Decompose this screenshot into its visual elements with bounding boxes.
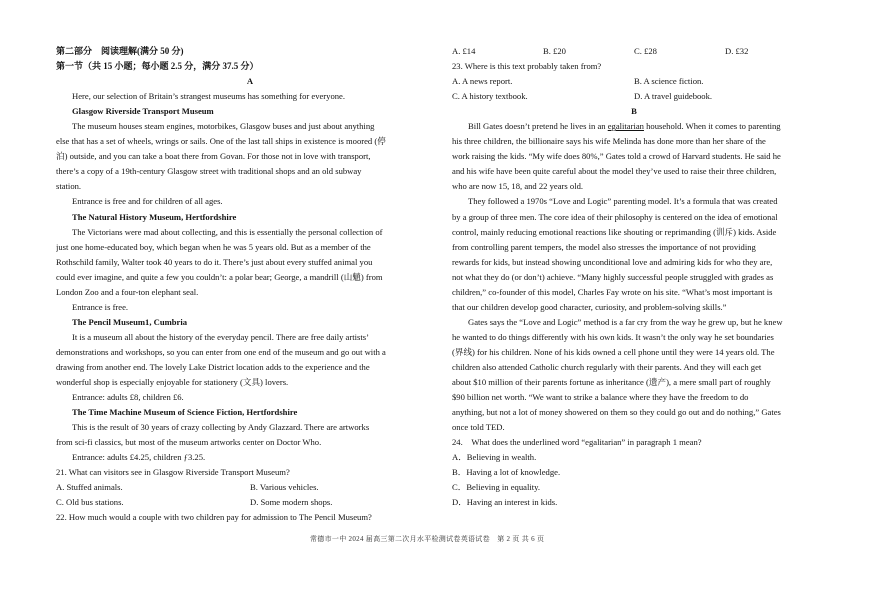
question-23: 23. Where is this text probably taken from? (452, 61, 602, 72)
part-title: 第二部分 阅读理解(满分 50 分) (56, 46, 184, 56)
q24-option-b: B．Having a lot of knowledge. (452, 467, 561, 478)
paragraph-line: could ever imagine, and quite a few you couldn’t: a polar bear; George, a mandrill (山魈) from (56, 271, 383, 282)
paragraph-line: Gates says the “Love and Logic” method is a far cry from the way he grew up, but he knew (468, 316, 783, 327)
question-21: 21. What can visitors see in Glasgow Riverside Transport Museum? (56, 467, 290, 478)
paragraph-line: from sci-fi classics, but most of the museum artworks center on Doctor Who. (56, 437, 322, 448)
paragraph-line: 泊) outside, and you can take a boat there from Govan. For those not in love with transport, (56, 151, 371, 162)
glasgow-heading: Glasgow Riverside Transport Museum (72, 106, 214, 117)
paragraph-line: It is a museum all about the history of the everyday pencil. There are free daily artists’ (72, 331, 369, 342)
paragraph-line: station. (56, 181, 82, 192)
question-23-options-row (452, 74, 816, 89)
time-machine-heading: The Time Machine Museum of Science Fiction, Hertfordshire (72, 407, 298, 418)
paragraph-line: anything, but not a lot of money showered on them so they could go out and do nothing,” Gates (452, 407, 781, 418)
paragraph-line: drawing from another end. The lovely Lake District location adds to the experience and the (56, 361, 370, 372)
paragraph-line: from controlling parent tempers, the model also stresses the importance of not providing (452, 241, 756, 252)
question-22: 22. How much would a couple with two children pay for admission to The Pencil Museum? (56, 512, 372, 523)
paragraph-line: The Victorians were mad about collecting, and this is essentially the personal collection of (72, 226, 383, 237)
paragraph-line: there’s a copy of a 19th-century Glasgow street with traditional shops and an old subway (56, 166, 362, 177)
paragraph-line: that our children develop good character, curiosity, and problem-solving skills.” (452, 301, 727, 312)
q22-option-c: C. £28 (634, 46, 657, 56)
q21-option-d: D. Some modern shops. (250, 497, 333, 508)
paragraph-line: work raising the kids. “My wife does 80%,” Gates told a crowd of Harvard students. He said he (452, 151, 781, 162)
natural-history-entrance: Entrance is free. (72, 301, 129, 312)
question-22-options-row (452, 44, 816, 59)
page-footer: 常德市一中 2024 届高三第二次月水平检测试卷英语试卷 第 2 页 共 6 页 (310, 535, 545, 543)
q23-option-d: D. A travel guidebook. (634, 91, 713, 102)
paragraph-line: not what they do (or don’t) achieve. “Many highly successful people struggled with grades as (452, 271, 774, 282)
q21-option-c: C. Old bus stations. (56, 497, 124, 508)
paragraph-line: This is the result of 30 years of crazy collecting by Andy Glazzard. There are artworks (72, 422, 370, 433)
paragraph-line: London Zoo and a four-ton elephant seal. (56, 286, 199, 297)
q23-option-c: C. A history textbook. (452, 91, 528, 102)
paragraph-line: They followed a 1970s “Love and Logic” parenting model. It’s a formula that was created (468, 196, 778, 207)
paragraph-line: The museum houses steam engines, motorbikes, Glasgow buses and just about anything (72, 121, 375, 132)
paragraph-line: children also attended Catholic church regularly with their parents. And they will each get (452, 361, 762, 372)
q24-option-d: D．Having an interest in kids. (452, 497, 558, 508)
paragraph-line: demonstrations and workshops, so you can enter from one end of the museum and go out with a (56, 346, 386, 357)
pencil-entrance: Entrance: adults £8, children £6. (72, 392, 184, 403)
q22-option-a: A. £14 (452, 46, 476, 56)
paragraph-line (452, 119, 816, 134)
paragraph-line: else that has a set of wheels, wrings or sails. One of the last tall ships in existence is moored (停 (56, 136, 386, 147)
paragraph-line: children,” co-founder of this model, Charles Fay wrote on his site. “What’s most important is (452, 286, 773, 297)
time-machine-entrance: Entrance: adults £4.25, children ƒ3.25. (72, 452, 206, 463)
q24-option-c: C．Believing in equality. (452, 482, 540, 493)
section-title: 第一节（共 15 小题；每小题 2.5 分，满分 37.5 分） (56, 61, 259, 72)
text-fragment: household. When it comes to parenting (643, 121, 781, 132)
underlined-word: egalitarian (607, 121, 644, 132)
paragraph-line: he wanted to do things differently with his own kids. It wasn’t the only way he set boundaries (452, 331, 774, 342)
paragraph-line: and his wife have been quite careful about the model they’ve used to raise their three children, (452, 166, 777, 177)
paragraph-line: $90 billion net worth. “We want to strike a balance where they have the freedom to do (452, 392, 749, 403)
paragraph-line: who are now 15, 18, and 22 years old. (452, 181, 584, 192)
paragraph-line: about $10 million of their parents fortune as inheritance (遗产), a mere small part of roughly (452, 377, 771, 388)
paragraph-line: by a group of three men. The core idea of their philosophy is centered on the idea of emotional (452, 211, 778, 222)
q22-option-b: B. £20 (543, 46, 566, 56)
intro-text: Here, our selection of Britain’s strangest museums has something for everyone. (72, 91, 346, 102)
text-fragment: Bill Gates doesn’t pretend he lives in an (468, 121, 608, 132)
q24-option-a: A．Believing in wealth. (452, 452, 537, 463)
q23-option-b: B. A science fiction. (634, 76, 704, 87)
question-21-options-row (56, 480, 444, 495)
q21-option-b: B. Various vehicles. (250, 482, 319, 493)
right-column (452, 44, 816, 510)
paragraph-line: control, mainly reducing emotional reactions like shouting or reprimanding (训斥) kids. Aside (452, 226, 777, 237)
paragraph-line: rewards for kids, but instead showing unconditional love and admiring kids for who they are, (452, 256, 773, 267)
paragraph-line: Rothschild family, Walter took 40 years to do it. There’s just about every stuffed animal you (56, 256, 373, 267)
pencil-heading: The Pencil Museum1, Cumbria (72, 316, 188, 327)
paragraph-line: his three children, the billionaire says his wife Melinda has done more than her share of the (452, 136, 766, 147)
passage-b-label: B (631, 106, 637, 117)
q21-option-a: A. Stuffed animals. (56, 482, 123, 493)
question-24: 24. What does the underlined word “egalitarian” in paragraph 1 mean? (452, 437, 702, 448)
question-21-options-row (56, 495, 444, 510)
q22-option-d: D. £32 (725, 46, 749, 56)
paragraph-line: just one home-educated boy, which began when he was 5 years old. But as a member of the (56, 241, 371, 252)
natural-history-heading: The Natural History Museum, Hertfordshire (72, 211, 237, 222)
q23-option-a: A. A news report. (452, 76, 513, 87)
glasgow-entrance: Entrance is free and for children of all ages. (72, 196, 223, 207)
paragraph-line: once told TED. (452, 422, 505, 433)
paragraph-line: (界线) for his children. None of his kids owned a cell phone until they were 14 years old. The (452, 346, 775, 357)
paragraph-line: wonderful shop is especially enjoyable for stationery (文具) lovers. (56, 377, 289, 388)
left-column (56, 44, 444, 526)
passage-a-label: A (246, 76, 254, 87)
question-23-options-row (452, 89, 816, 104)
